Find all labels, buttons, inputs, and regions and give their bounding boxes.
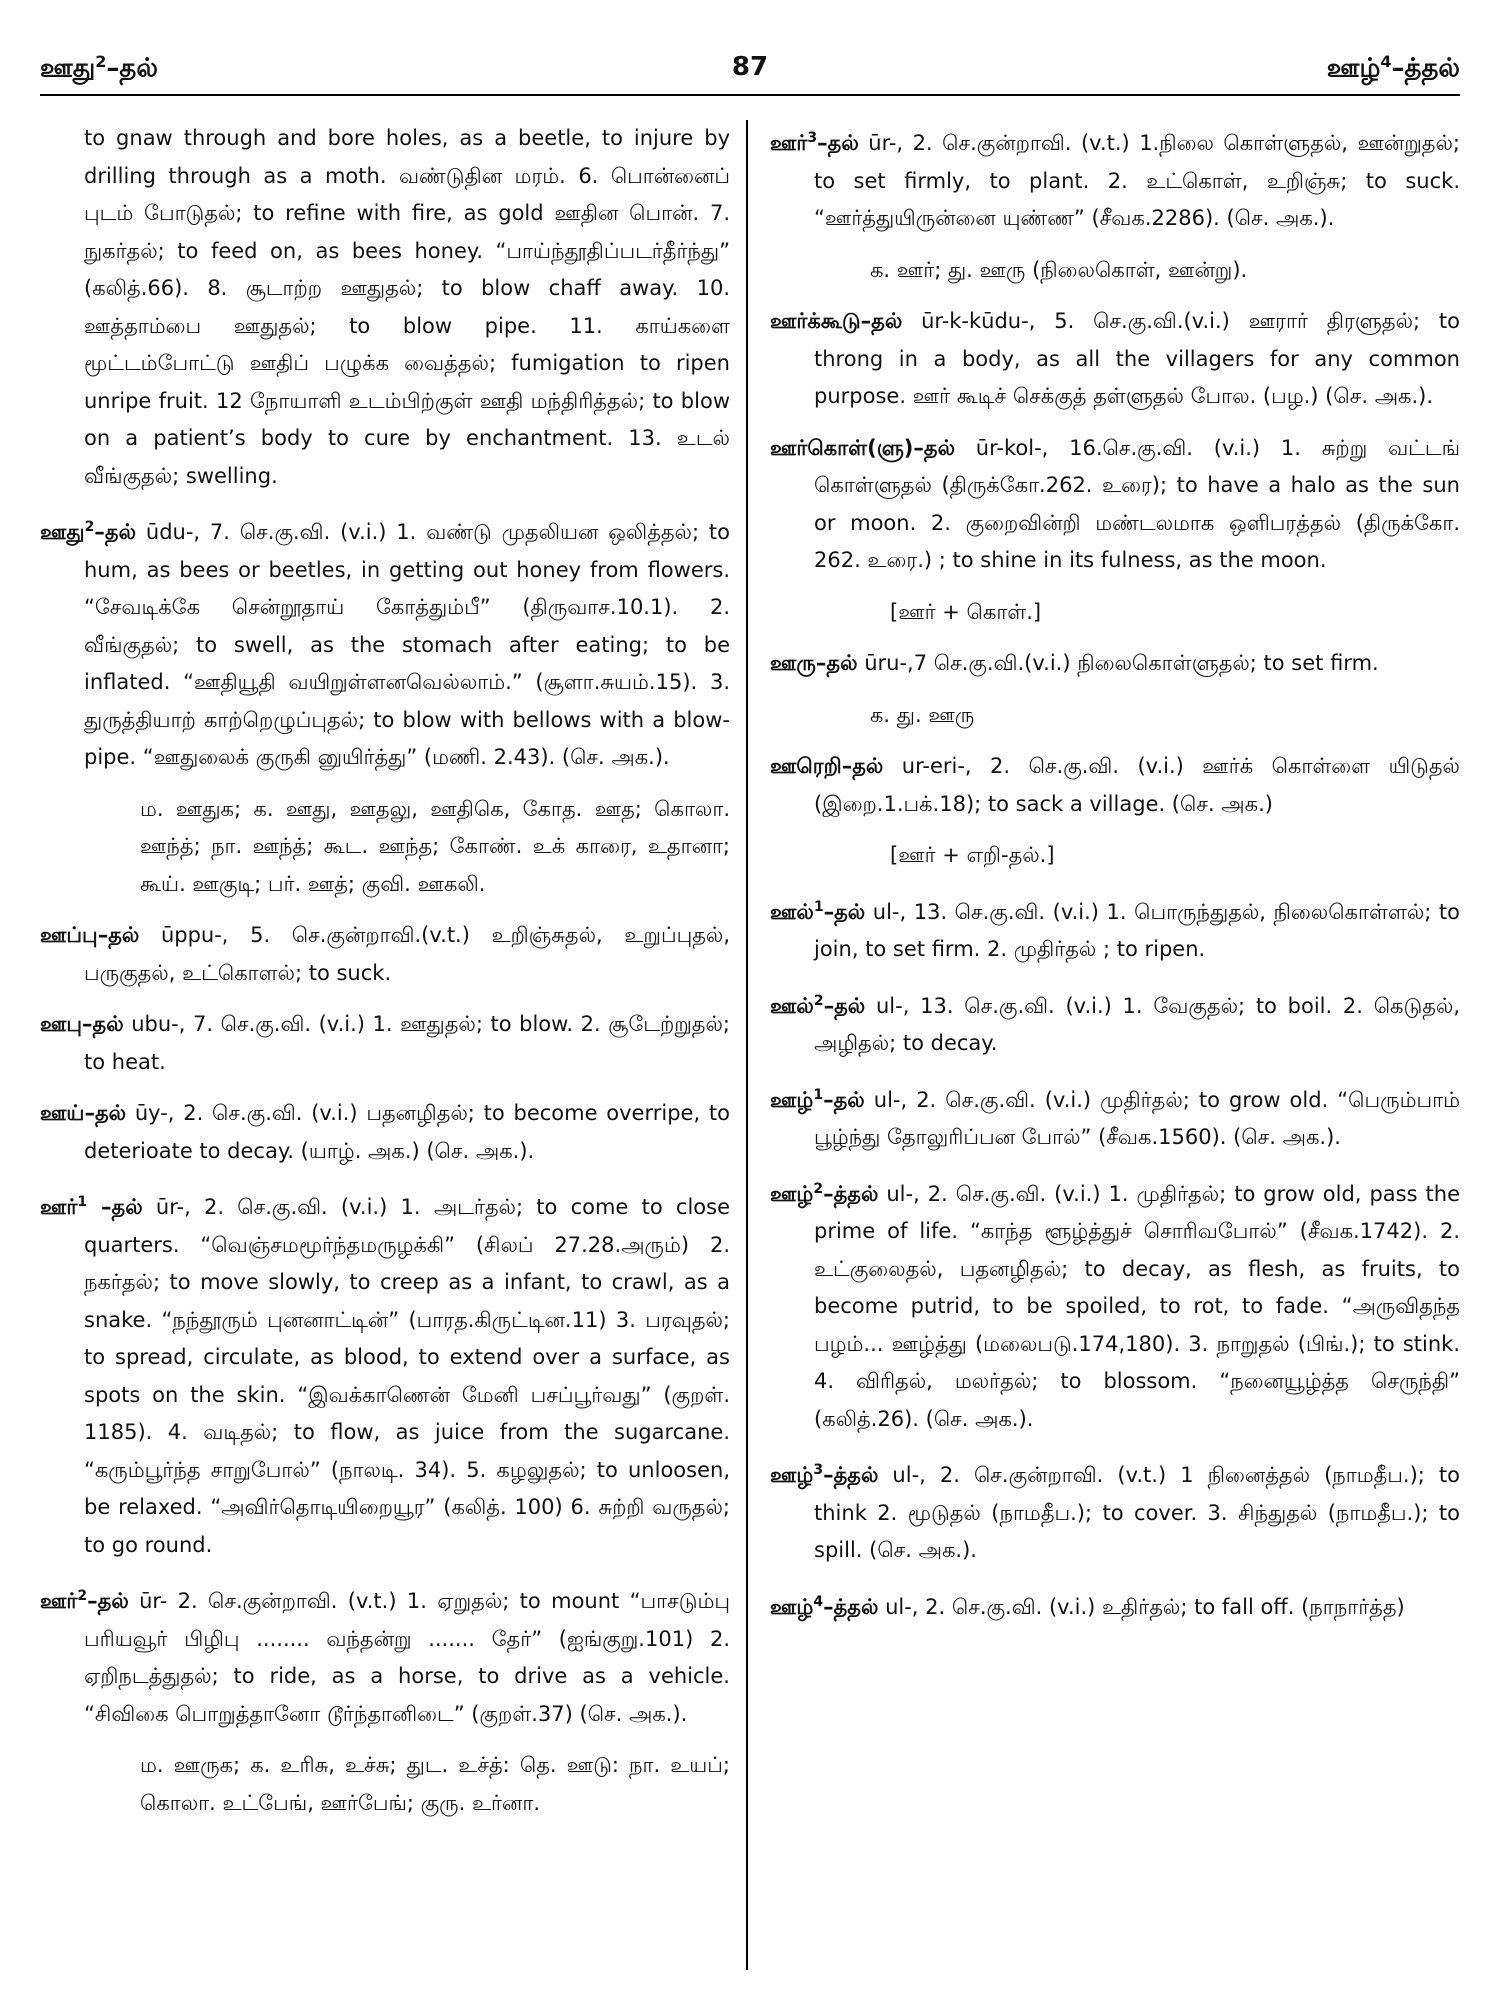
dictionary-entry [770,430,1460,580]
headword: ஊர்$^1$ –தல் [40,1194,143,1219]
headword: ஊல்$^2$–தல் [770,992,866,1018]
dictionary-entry [770,303,1460,416]
definition: ūr-, 2. செ.குன்றாவி. (v.t.) 1.நிலை கொள்ளுதல், ஊன்றுதல்; to set firmly, to plant. 2. உட்கொள், உறிஞ்சு; to suck. “ஊர்த்துயிருன்னை யுண்ண” (சீவக.2286). (செ. அக.). [814,131,1460,230]
dictionary-entry [770,645,1460,683]
page-number: 87 [731,52,769,82]
dictionary-entry [40,1095,730,1170]
definition: ul-, 2. செ.கு.வி. (v.i.) உதிர்தல்; to fall off. (நாநார்த்த) [878,1594,1405,1619]
left-column [40,120,730,1836]
headword: ஊழ்$^2$–த்தல் [770,1180,879,1206]
headword: ஊழ்$^1$–தல் [770,1086,865,1112]
derivation-note: [ஊர் + எறி-தல்.] [890,843,1055,867]
dictionary-entry [40,1006,730,1081]
dictionary-entry [770,889,1460,969]
dictionary-entry [770,1584,1460,1627]
etymology: க. து. ஊரு [870,702,975,727]
definition: ubu-, 7. செ.கு.வி. (v.i.) 1. ஊதுதல்; to blow. 2. சூடேற்றுதல்; to heat. [84,1012,730,1074]
definition: ul-, 2. செ.கு.வி. (v.i.) 1. முதிர்தல்; to grow old, pass the prime of life. “காந்த ளூழ்த்துச் சொரிவபோல்” (சீவக.1742). 2. உட்குலைதல், பதனழிதல்; to decay, as flesh, as fruits, to become putrid, to be spoiled, to rot, to fade. “அருவிதந்த பழம்... ஊழ்த்து (மலைபடு.174,180). 3. நாறுதல் (பிங்.); to stink. 4. விரிதல், மலர்தல்; to blossom. “நனையூழ்த்த செருந்தி” (கலித்.26). (செ. அக.). [814,1181,1460,1431]
dictionary-entry [770,1077,1460,1157]
header-left-guideword: ஊது$^2$–தல் [40,52,158,84]
dictionary-entry [770,748,1460,823]
headword: ஊப்பு–தல் [40,923,140,947]
definition: ul-, 2. செ.கு.வி. (v.i.) முதிர்தல்; to grow old. “பெரும்பாம் பூழ்ந்து தோலுரிப்பன போல்” (சீவக.1560). (செ. அக.). [814,1087,1460,1149]
dictionary-entry [40,917,730,992]
definition: ūy-, 2. செ.கு.வி. (v.i.) பதனழிதல்; to become overripe, to deterioate to decay. (யாழ். அக.) (செ. அக.). [84,1101,730,1163]
dictionary-entry [770,1452,1460,1570]
headword: ஊரு–தல் [770,651,858,675]
dictionary-entry [40,1578,730,1733]
headword: ஊழ்$^3$–த்தல் [770,1462,879,1487]
definition: ul-, 13. செ.கு.வி. (v.i.) 1. பொருந்துதல், நிலைகொள்ளல்; to join, to set firm. 2. முதிர்தல் ; to ripen. [814,899,1460,961]
dictionary-entry [770,983,1460,1063]
headword: ஊர்க்கூடு–தல் [770,309,903,333]
headword: ஊர்$^2$–தல் [40,1588,129,1613]
etymology: ம. ஊதுக; க. ஊது, ஊதலு, ஊதிகெ, கோத. ஊத; கொலா. ஊந்த்; நா. ஊந்த்; கூட. ஊந்த; கோண். உக் காரை, உதானா; கூய். ஊகுடி; பர். ஊத்; குவி. ஊகலி. [140,796,730,896]
dictionary-entry [40,509,730,777]
definition: ūppu-, 5. செ.குன்றாவி.(v.t.) உறிஞ்சுதல், உறுப்புதல், பருகுதல், உட்கொளல்; to suck. [84,923,730,985]
definition: ūr-, 2. செ.கு.வி. (v.i.) 1. அடர்தல்; to come to close quarters. “வெஞ்சமமூர்ந்தமருழக்கி” (சிலப் 27.28.அரும்) 2. நகர்தல்; to move slowly, to creep as a infant, to crawl, as a snake. “நந்தூரும் புனனாட்டின்” (பாரத.கிருட்டின.11) 3. பரவுதல்; to spread, circulate, as blood, to extend over a surface, as spots on the skin. “இவக்காணென் மேனி பசப்பூர்வது” (குறள். 1185). 4. வடிதல்; to flow, as juice from the sugarcane. “கரும்பூர்ந்த சாறுபோல்” (நாலடி. 34). 5. கழலுதல்; to unloosen, be relaxed. “அவிர்தொடியிறையூர” (கலித். 100) 6. சுற்றி வருதல்; to go round. [84,1195,731,1557]
headword: ஊய்–தல் [40,1101,127,1125]
headword: ஊபு–தல் [40,1012,124,1036]
headword: ஊது$^2$–தல் [40,519,137,544]
header-rule [40,94,1460,96]
headword: ஊர்கொள்(ளு)–தல் [770,435,956,460]
etymology: க. ஊர்; து. ஊரு (நிலைகொள், ஊன்று). [870,257,1248,282]
definition: ul-, 13. செ.கு.வி. (v.i.) 1. வேகுதல்; to boil. 2. கெடுதல், அழிதல்; to decay. [814,993,1460,1055]
headword: ஊரெறி–தல் [770,754,884,778]
continued-entry: to gnaw through and bore holes, as a beetle, to injure by drilling through as a moth. வண்டுதின மரம். 6. பொன்னைப் புடம் போடுதல்; to refine with fire, as gold ஊதின பொன். 7. நுகர்தல்; to feed on, as bees honey. “பாய்ந்தூதிப்படர்தீர்ந்து” (கலித்.66). 8. சூடாற்ற ஊதுதல்; to blow chaff away. 10. ஊத்தாம்பை ஊதுதல்; to blow pipe. 11. காய்களை மூட்டம்போட்டு ஊதிப் பழுக்க வைத்தல்; fumigation to ripen unripe fruit. 12 நோயாளி உடம்பிற்குள் ஊதி மந்திரித்தல்; to blow on a patient’s body to cure by enchantment. 13. உடல் வீங்குதல்; swelling. [84,126,730,488]
definition: ūr-k-kūdu-, 5. செ.கு.வி.(v.i.) ஊரார் திரளுதல்; to throng in a body, as all the villagers for any common purpose. ஊர் கூடிச் செக்குத் தள்ளுதல் போல. (பழ.) (செ. அக.). [814,309,1460,408]
headword: ஊல்$^1$–தல் [770,898,866,924]
dictionary-entry [770,120,1460,238]
definition: ur-eri-, 2. செ.கு.வி. (v.i.) ஊர்க் கொள்ளை யிடுதல் (இறை.1.பக்.18); to sack a village. (செ. அக.) [814,754,1460,816]
definition: ūdu-, 7. செ.கு.வி. (v.i.) 1. வண்டு முதலியன ஒலித்தல்; to hum, as bees or beetles, in getting out honey from flowers. “சேவடிக்கே சென்றூதாய் கோத்தும்பீ” (திருவாச.10.1). 2. வீங்குதல்; to swell, as the stomach after eating; to be inflated. “ஊதியூதி வயிறுள்ளனவெல்லாம்.” (சூளா.சுயம்.15). 3. துருத்தியாற் காற்றெழுப்புதல்; to blow with bellows with a blow-pipe. “ஊதுலைக் குருகி னுயிர்த்து” (மணி. 2.43). (செ. அக.). [84,520,730,769]
etymology: ம. ஊருக; க. உரிசு, உச்சு; துட. உச்த்: தெ. ஊடு: நா. உயப்; கொலா. உட்பேங், ஊர்பேங்; குரு. உர்னா. [140,1753,730,1815]
dictionary-entry [40,1184,730,1564]
header-right-guideword: ஊழ்$^4$–த்தல் [1326,52,1460,84]
headword: ஊழ்$^4$–த்தல் [770,1593,879,1619]
headword: ஊர்$^3$–தல் [770,130,859,155]
definition: ūru-,7 செ.கு.வி.(v.i.) நிலைகொள்ளுதல்; to set firm. [857,651,1379,675]
definition: ūr-kol-, 16.செ.கு.வி. (v.i.) 1. சுற்று வட்டங் கொள்ளுதல் (திருக்கோ.262. உரை); to have a halo as the sun or moon. 2. குறைவின்றி மண்டலமாக ஒளிபரத்தல் (திருக்கோ. 262. உரை.) ; to shine in its fulness, as the moon. [814,435,1460,572]
page-header [40,52,1460,92]
column-divider [746,120,748,1970]
definition: ul-, 2. செ.குன்றாவி. (v.t.) 1 நினைத்தல் (நாமதீப.); to think 2. மூடுதல் (நாமதீப.); to cover. 3. சிந்துதல் (நாமதீப.); to spill. (செ. அக.). [814,1463,1460,1562]
derivation-note: [ஊர் + கொள்.] [890,599,1042,624]
right-column [770,120,1460,1640]
dictionary-entry [770,1171,1460,1439]
definition: ūr- 2. செ.குன்றாவி. (v.t.) 1. ஏறுதல்; to mount “பாசடும்பு பரியவூர் பிழிபு ........ வந்தன்று ....... தேர்” (ஐங்குறு.101) 2. ஏறிநடத்துதல்; to ride, as a horse, to drive as a vehicle. “சிவிகை பொறுத்தானோ டூர்ந்தானிடை” (குறள்.37) (செ. அக.). [84,1589,730,1726]
